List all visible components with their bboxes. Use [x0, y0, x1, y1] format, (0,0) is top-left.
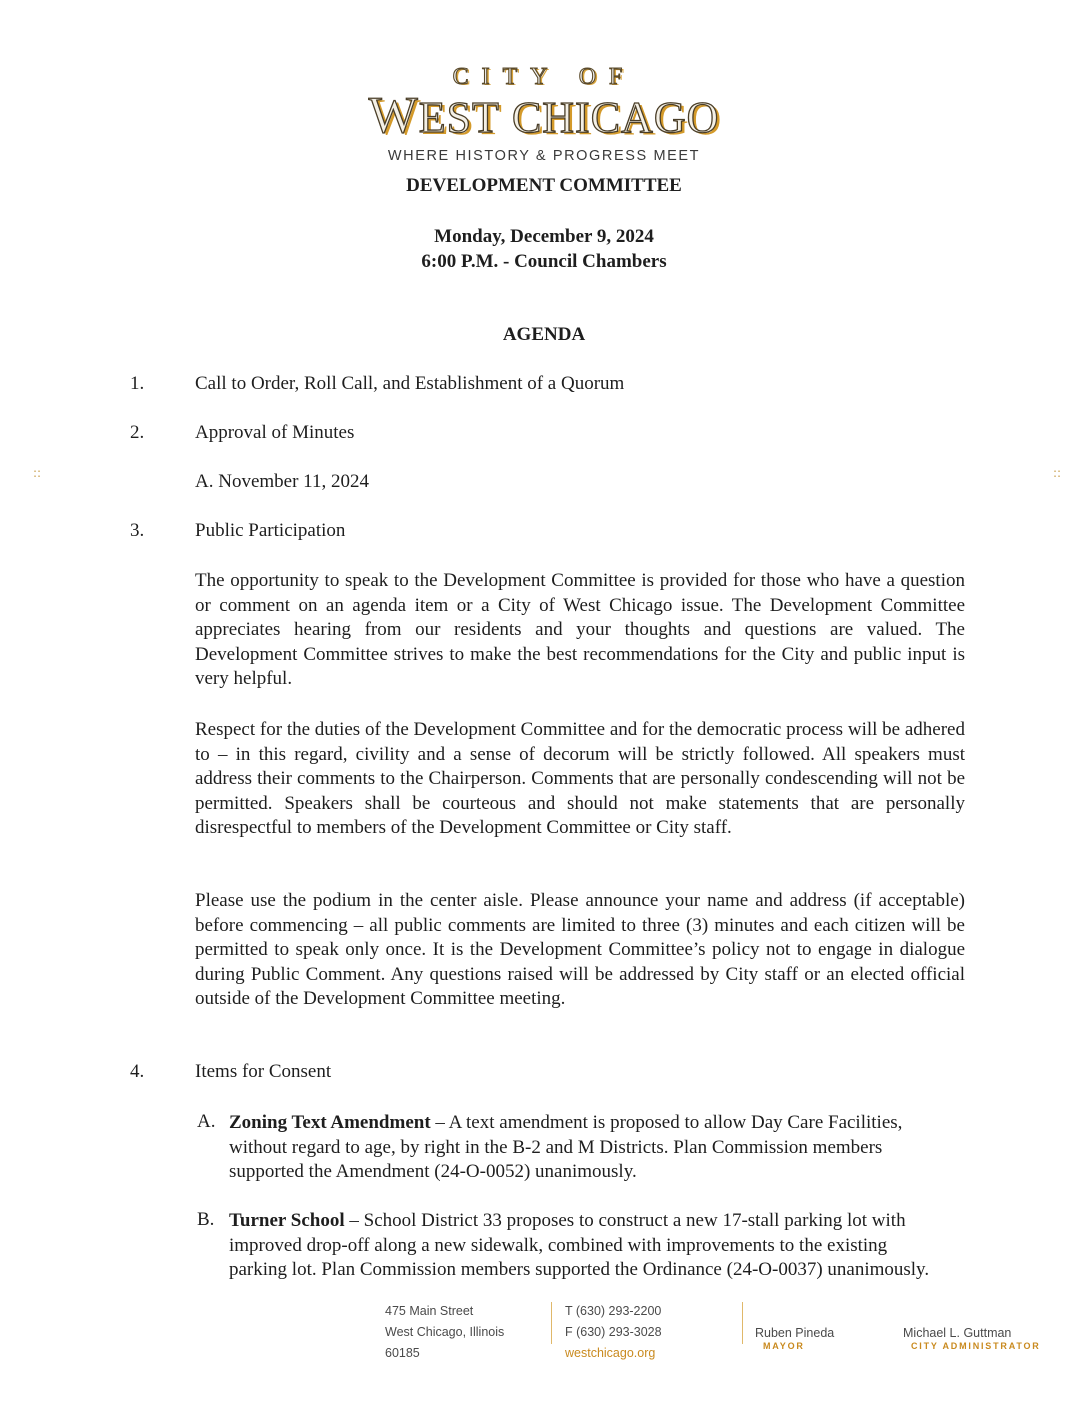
- footer-address: [385, 1301, 504, 1364]
- agenda-title: AGENDA: [502, 324, 586, 345]
- public-participation-paragraph-1: The opportunity to speak to the Development Committee is provided for those who have a question or comment on an agenda item or a City of West Chicago issue. The Development Committee appreciates hearing from our residents and your thoughts and questions are valued. The Development Committee strives to make the best recommendations for the City and public input is very helpful.: [195, 570, 965, 689]
- item-call-to-order: Call to Order, Roll Call, and Establishment of a Quorum: [195, 373, 625, 394]
- item-number: 4.: [130, 1061, 145, 1082]
- consent-item-title: Turner School: [229, 1210, 345, 1231]
- item-number: 2.: [130, 422, 145, 443]
- consent-item-title: Zoning Text Amendment: [229, 1112, 431, 1133]
- tagline: WHERE HISTORY & PROGRESS MEET: [387, 148, 701, 164]
- scan-mark-left: ::: [33, 466, 42, 480]
- consent-item-letter: A.: [197, 1111, 216, 1132]
- scan-mark-right: ::: [1053, 466, 1062, 480]
- footer-contact: [565, 1301, 662, 1364]
- footer-divider: [742, 1302, 743, 1344]
- logo-west: EST: [418, 93, 500, 142]
- mayor-name: Ruben Pineda: [755, 1326, 835, 1340]
- minutes-date: A. November 11, 2024: [195, 471, 369, 492]
- meeting-date: Monday, December 9, 2024: [434, 226, 654, 247]
- administrator-title: CITY ADMINISTRATOR: [911, 1341, 1041, 1351]
- footer-city: West Chicago, Illinois: [385, 1325, 505, 1339]
- consent-item-letter: B.: [197, 1209, 215, 1230]
- footer-administrator: [903, 1325, 1041, 1351]
- item-number: 1.: [130, 373, 145, 394]
- item-number: 3.: [130, 520, 145, 541]
- footer-phone: T (630) 293-2200: [565, 1304, 662, 1318]
- public-participation-paragraph-3: Please use the podium in the center aisle. Please announce your name and address (if acceptable) before commencing – all public comments are limited to three (3) minutes and each citizen will be permitted to speak only once. It is the Development Committee’s policy not to engage in dialogue during Public Comment. Any questions raised will be addressed by City staff or an elected official outside of the Development Committee meeting.: [195, 890, 965, 1009]
- logo-chicago: CHICAGO: [511, 93, 720, 142]
- public-participation-paragraph-2: Respect for the duties of the Development Committee and for the democratic process will be adhered to – in this regard, civility and a sense of decorum will be strictly followed. All speakers must address their comments to the Chairperson. Comments that are personally condescending will not be permitted. Speakers shall be courteous and should not make statements that are personally disrespectful to members of the Development Committee or City staff.: [195, 719, 965, 838]
- logo-w: W: [368, 87, 419, 144]
- footer-fax: F (630) 293-3028: [565, 1325, 662, 1339]
- committee-title: DEVELOPMENT COMMITTEE: [406, 175, 682, 196]
- consent-item-body: – School District 33 proposes to construct a new 17-stall parking lot with improved drop-off along a new sidewalk, combined with improvements to the existing parking lot. Plan Commission members supported the Ordinance (24-O-0037) unanimously.: [229, 1210, 930, 1280]
- footer-divider: [551, 1302, 552, 1344]
- item-approval-of-minutes: Approval of Minutes: [195, 422, 355, 443]
- footer-zip: 60185: [385, 1346, 420, 1360]
- item-public-participation: Public Participation: [195, 520, 346, 541]
- logo-west-chicago: [0, 86, 1088, 145]
- footer-street: 475 Main Street: [385, 1304, 474, 1318]
- administrator-name: Michael L. Guttman: [903, 1326, 1012, 1340]
- mayor-title: MAYOR: [763, 1341, 805, 1351]
- footer-website-link[interactable]: westchicago.org: [565, 1346, 656, 1360]
- footer-mayor: [755, 1325, 834, 1351]
- item-items-for-consent: Items for Consent: [195, 1061, 332, 1082]
- consent-item-zoning-text-amendment: [229, 1111, 941, 1185]
- meeting-time-place: 6:00 P.M. - Council Chambers: [421, 251, 667, 272]
- consent-item-turner-school: [229, 1209, 941, 1283]
- logo-city-of: CITY OF: [452, 64, 636, 90]
- consent-item-body: – A text amendment is proposed to allow Day Care Facilities, without regard to age, by right in the B-2 and M Districts. Plan Commission members supported the Amendment (24-O-0052) unanimously.: [229, 1112, 903, 1182]
